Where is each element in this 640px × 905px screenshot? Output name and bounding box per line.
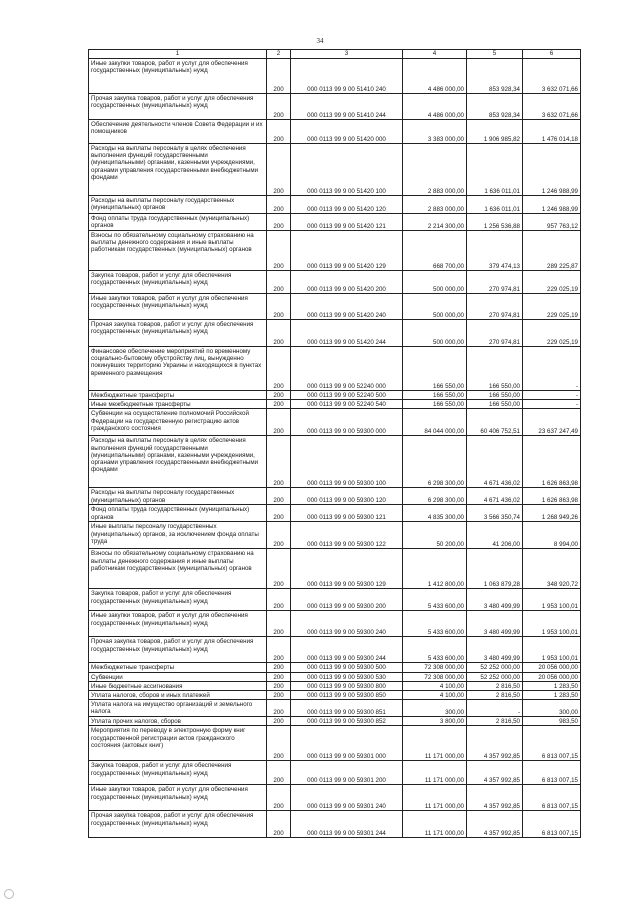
row-executed-cell: 379 474,13 (467, 231, 523, 271)
row-remainder-cell: 1 268 949,26 (523, 505, 581, 522)
row-executed-cell: 2 816,50 (467, 691, 523, 700)
table-row (89, 347, 581, 391)
table-row (89, 320, 581, 347)
row-plan-cell: 5 433 600,00 (403, 589, 467, 611)
row-kbk-cell: 000 0113 99 9 00 59300 122 (291, 522, 403, 549)
row-name-cell: Закупка товаров, работ и услуг для обеспечения государственных (муниципальных) нужд (89, 271, 267, 294)
row-remainder-cell: 1 283,50 (523, 691, 581, 700)
table-row (89, 488, 581, 505)
table-row (89, 691, 581, 700)
table-row (89, 59, 581, 94)
row-executed-cell: 4 357 992,85 (467, 726, 523, 761)
row-code-cell: 200 (267, 637, 291, 663)
row-name-cell: Межбюджетные трансферты (89, 663, 267, 672)
table-row (89, 94, 581, 120)
table-row (89, 761, 581, 785)
table-row (89, 726, 581, 761)
table-row (89, 672, 581, 681)
row-name-cell: Закупка товаров, работ и услуг для обеспечения государственных (муниципальных) нужд (89, 761, 267, 785)
row-code-cell: 200 (267, 811, 291, 838)
row-kbk-cell: 000 0113 99 9 00 59300 851 (291, 700, 403, 717)
table-row (89, 294, 581, 320)
row-code-cell: 200 (267, 681, 291, 690)
table-row (89, 196, 581, 214)
row-plan-cell: 3 383 000,00 (403, 120, 467, 144)
row-name-cell: Закупка товаров, работ и услуг для обеспечения государственных (муниципальных) нужд (89, 589, 267, 611)
row-executed-cell: 2 816,50 (467, 681, 523, 690)
row-kbk-cell: 000 0113 99 9 00 51410 240 (291, 59, 403, 94)
row-code-cell: 200 (267, 726, 291, 761)
row-plan-cell: 4 100,00 (403, 681, 467, 690)
table-row (89, 611, 581, 637)
row-remainder-cell: 1 626 863,98 (523, 436, 581, 488)
row-remainder-cell: 348 920,72 (523, 549, 581, 589)
row-code-cell: 200 (267, 691, 291, 700)
row-name-cell: Мероприятия по переводу в электронную форму книг государственной регистрации актов гражданского состояния (актовых книг) (89, 726, 267, 761)
row-code-cell: 200 (267, 488, 291, 505)
row-plan-cell: 300,00 (403, 700, 467, 717)
row-name-cell: Межбюджетные трансферты (89, 391, 267, 400)
row-kbk-cell: 000 0113 99 9 00 59300 500 (291, 663, 403, 672)
row-remainder-cell: 983,50 (523, 717, 581, 726)
table-row (89, 663, 581, 672)
row-code-cell: 200 (267, 196, 291, 214)
row-plan-cell: 166 550,00 (403, 400, 467, 409)
row-code-cell: 200 (267, 505, 291, 522)
column-header: 2 (267, 50, 291, 59)
row-executed-cell: 4 357 992,85 (467, 785, 523, 811)
row-plan-cell: 5 433 600,00 (403, 637, 467, 663)
row-plan-cell: 668 700,00 (403, 231, 467, 271)
row-name-cell: Расходы на выплаты персоналу государственных (муниципальных) органов (89, 488, 267, 505)
table-row (89, 214, 581, 231)
row-remainder-cell: 1 476 014,18 (523, 120, 581, 144)
column-header: 6 (523, 50, 581, 59)
row-code-cell: 200 (267, 436, 291, 488)
row-plan-cell: 11 171 000,00 (403, 785, 467, 811)
row-code-cell: 200 (267, 120, 291, 144)
row-executed-cell: 52 252 000,00 (467, 672, 523, 681)
row-plan-cell: 11 171 000,00 (403, 726, 467, 761)
row-plan-cell: 500 000,00 (403, 294, 467, 320)
row-plan-cell: 4 486 000,00 (403, 94, 467, 120)
row-kbk-cell: 000 0113 99 9 00 51420 129 (291, 231, 403, 271)
column-header: 5 (467, 50, 523, 59)
row-code-cell: 200 (267, 549, 291, 589)
row-remainder-cell: - (523, 400, 581, 409)
row-plan-cell: 72 308 000,00 (403, 672, 467, 681)
row-name-cell: Расходы на выплаты персоналу государственных (муниципальных) органов (89, 196, 267, 214)
row-kbk-cell: 000 0113 99 9 00 59300 121 (291, 505, 403, 522)
row-remainder-cell: 3 632 071,66 (523, 94, 581, 120)
row-plan-cell: 5 433 600,00 (403, 611, 467, 637)
row-kbk-cell: 000 0113 99 9 00 51410 244 (291, 94, 403, 120)
row-name-cell: Прочая закупка товаров, работ и услуг для обеспечения государственных (муниципальных) нужд (89, 94, 267, 120)
row-code-cell: 200 (267, 294, 291, 320)
row-code-cell: 200 (267, 522, 291, 549)
table-row (89, 120, 581, 144)
table-row (89, 505, 581, 522)
table-row (89, 231, 581, 271)
table-row (89, 271, 581, 294)
row-executed-cell: 1 636 011,01 (467, 196, 523, 214)
row-name-cell: Субвенции на осуществление полномочий Российской Федерации на государственную регистрацию актов гражданского состояния (89, 409, 267, 436)
row-executed-cell: 3 566 350,74 (467, 505, 523, 522)
row-remainder-cell: 289 225,87 (523, 231, 581, 271)
row-remainder-cell: 1 953 100,01 (523, 611, 581, 637)
row-plan-cell: 500 000,00 (403, 271, 467, 294)
row-code-cell: 200 (267, 663, 291, 672)
row-remainder-cell: 229 025,19 (523, 271, 581, 294)
budget-table (88, 49, 581, 838)
row-code-cell: 200 (267, 347, 291, 391)
row-name-cell: Иные бюджетные ассигнования (89, 681, 267, 690)
row-plan-cell: 166 550,00 (403, 391, 467, 400)
row-kbk-cell: 000 0113 99 9 00 59300 852 (291, 717, 403, 726)
table-row (89, 522, 581, 549)
row-executed-cell: 4 671 436,02 (467, 436, 523, 488)
row-executed-cell: 60 406 752,51 (467, 409, 523, 436)
row-code-cell: 200 (267, 589, 291, 611)
row-executed-cell: 41 206,00 (467, 522, 523, 549)
table-row (89, 717, 581, 726)
row-plan-cell: 4 486 000,00 (403, 59, 467, 94)
row-plan-cell: 4 100,00 (403, 691, 467, 700)
row-remainder-cell: 6 813 007,15 (523, 785, 581, 811)
row-name-cell: Иные закупки товаров, работ и услуг для обеспечения государственных (муниципальных) нужд (89, 785, 267, 811)
row-plan-cell: 11 171 000,00 (403, 761, 467, 785)
row-kbk-cell: 000 0113 99 9 00 51420 244 (291, 320, 403, 347)
row-remainder-cell: 957 763,12 (523, 214, 581, 231)
row-code-cell: 200 (267, 785, 291, 811)
row-code-cell: 200 (267, 400, 291, 409)
row-executed-cell: 1 636 011,01 (467, 144, 523, 196)
row-executed-cell: 166 550,00 (467, 391, 523, 400)
row-code-cell: 200 (267, 700, 291, 717)
row-kbk-cell: 000 0113 99 9 00 59300 850 (291, 691, 403, 700)
row-plan-cell: 50 200,00 (403, 522, 467, 549)
row-kbk-cell: 000 0113 99 9 00 51420 200 (291, 271, 403, 294)
row-remainder-cell: - (523, 391, 581, 400)
row-plan-cell: 2 214 300,00 (403, 214, 467, 231)
row-executed-cell: 1 906 985,82 (467, 120, 523, 144)
row-plan-cell: 72 308 000,00 (403, 663, 467, 672)
row-executed-cell: 52 252 000,00 (467, 663, 523, 672)
row-kbk-cell: 000 0113 99 9 00 51420 000 (291, 120, 403, 144)
row-plan-cell: 6 298 300,00 (403, 488, 467, 505)
row-kbk-cell: 000 0113 99 9 00 51420 121 (291, 214, 403, 231)
row-name-cell: Уплата налога на имущество организаций и земельного налога (89, 700, 267, 717)
table-row (89, 144, 581, 196)
column-header: 4 (403, 50, 467, 59)
row-executed-cell: 4 357 992,85 (467, 811, 523, 838)
row-remainder-cell: 20 056 000,00 (523, 672, 581, 681)
row-code-cell: 200 (267, 611, 291, 637)
row-name-cell: Иные выплаты персоналу государственных (муниципальных) органов, за исключением фонда оплаты труда (89, 522, 267, 549)
table-row (89, 549, 581, 589)
table-row (89, 681, 581, 690)
row-plan-cell: 6 298 300,00 (403, 436, 467, 488)
row-remainder-cell: - (523, 347, 581, 391)
row-executed-cell: 3 480 499,99 (467, 611, 523, 637)
table-row (89, 785, 581, 811)
table-row (89, 700, 581, 717)
row-name-cell: Обеспечение деятельности членов Совета Федерации и их помощников (89, 120, 267, 144)
row-kbk-cell: 000 0113 99 9 00 59300 129 (291, 549, 403, 589)
row-code-cell: 200 (267, 672, 291, 681)
row-executed-cell: 270 974,81 (467, 320, 523, 347)
row-name-cell: Уплата прочих налогов, сборов (89, 717, 267, 726)
row-plan-cell: 2 883 000,00 (403, 196, 467, 214)
row-name-cell: Расходы на выплаты персоналу в целях обеспечения выполнения функций государственными (муниципальными) органами, казенными учреждениями, органами управления государственными внебюджетными фондами (89, 436, 267, 488)
row-remainder-cell: 6 813 007,15 (523, 761, 581, 785)
row-name-cell: Иные межбюджетные трансферты (89, 400, 267, 409)
row-remainder-cell: 300,00 (523, 700, 581, 717)
row-name-cell: Иные закупки товаров, работ и услуг для обеспечения государственных (муниципальных) нужд (89, 611, 267, 637)
row-name-cell: Фонд оплаты труда государственных (муниципальных) органов (89, 505, 267, 522)
row-kbk-cell: 000 0113 99 9 00 52240 540 (291, 400, 403, 409)
row-remainder-cell: 1 283,50 (523, 681, 581, 690)
row-plan-cell: 500 000,00 (403, 320, 467, 347)
row-kbk-cell: 000 0113 99 9 00 59300 240 (291, 611, 403, 637)
row-plan-cell: 4 835 300,00 (403, 505, 467, 522)
page-number: 34 (316, 37, 324, 45)
row-code-cell: 200 (267, 409, 291, 436)
row-code-cell: 200 (267, 717, 291, 726)
row-remainder-cell: 6 813 007,15 (523, 811, 581, 838)
row-executed-cell: 166 550,00 (467, 347, 523, 391)
row-name-cell: Иные закупки товаров, работ и услуг для обеспечения государственных (муниципальных) нужд (89, 294, 267, 320)
row-executed-cell: 853 928,34 (467, 94, 523, 120)
row-name-cell: Прочая закупка товаров, работ и услуг для обеспечения государственных (муниципальных) нужд (89, 637, 267, 663)
table-body (89, 59, 581, 838)
row-kbk-cell: 000 0113 99 9 00 59300 244 (291, 637, 403, 663)
row-code-cell: 200 (267, 59, 291, 94)
row-executed-cell: - (467, 700, 523, 717)
row-name-cell: Иные закупки товаров, работ и услуг для обеспечения государственных (муниципальных) нужд (89, 59, 267, 94)
table-row (89, 811, 581, 838)
row-kbk-cell: 000 0113 99 9 00 59300 000 (291, 409, 403, 436)
row-kbk-cell: 000 0113 99 9 00 52240 500 (291, 391, 403, 400)
row-name-cell: Финансовое обеспечение мероприятий по временному социально-бытовому обустройству лиц, вынужденно покинувших территорию Украины и находящихся в пунктах временного размещения (89, 347, 267, 391)
row-code-cell: 200 (267, 94, 291, 120)
table-header-row (89, 50, 581, 59)
row-executed-cell: 270 974,81 (467, 294, 523, 320)
column-header: 3 (291, 50, 403, 59)
row-remainder-cell: 1 953 100,01 (523, 637, 581, 663)
row-name-cell: Прочая закупка товаров, работ и услуг для обеспечения государственных (муниципальных) нужд (89, 811, 267, 838)
row-remainder-cell: 1 953 100,01 (523, 589, 581, 611)
row-code-cell: 200 (267, 144, 291, 196)
column-header: 1 (89, 50, 267, 59)
row-remainder-cell: 229 025,19 (523, 320, 581, 347)
row-code-cell: 200 (267, 271, 291, 294)
row-plan-cell: 11 171 000,00 (403, 811, 467, 838)
row-executed-cell: 270 974,81 (467, 271, 523, 294)
row-executed-cell: 2 816,50 (467, 717, 523, 726)
row-plan-cell: 166 550,00 (403, 347, 467, 391)
row-plan-cell: 1 412 800,00 (403, 549, 467, 589)
row-remainder-cell: 1 246 988,99 (523, 196, 581, 214)
row-plan-cell: 2 883 000,00 (403, 144, 467, 196)
row-kbk-cell: 000 0113 99 9 00 59301 240 (291, 785, 403, 811)
row-remainder-cell: 23 637 247,49 (523, 409, 581, 436)
row-kbk-cell: 000 0113 99 9 00 59301 200 (291, 761, 403, 785)
row-kbk-cell: 000 0113 99 9 00 52240 000 (291, 347, 403, 391)
row-kbk-cell: 000 0113 99 9 00 59301 000 (291, 726, 403, 761)
row-remainder-cell: 6 813 007,15 (523, 726, 581, 761)
table-row (89, 400, 581, 409)
row-kbk-cell: 000 0113 99 9 00 59300 200 (291, 589, 403, 611)
row-code-cell: 200 (267, 761, 291, 785)
row-remainder-cell: 1 626 863,98 (523, 488, 581, 505)
row-remainder-cell: 229 025,19 (523, 294, 581, 320)
row-executed-cell: 1 256 536,88 (467, 214, 523, 231)
row-executed-cell: 1 063 879,28 (467, 549, 523, 589)
table-row (89, 436, 581, 488)
row-remainder-cell: 3 632 071,66 (523, 59, 581, 94)
row-name-cell: Прочая закупка товаров, работ и услуг для обеспечения государственных (муниципальных) нужд (89, 320, 267, 347)
row-name-cell: Взносы по обязательному социальному страхованию на выплаты денежного содержания и иные выплаты работникам государственных (муниципальных) органов (89, 231, 267, 271)
row-kbk-cell: 000 0113 99 9 00 51420 120 (291, 196, 403, 214)
row-code-cell: 200 (267, 214, 291, 231)
row-executed-cell: 853 928,34 (467, 59, 523, 94)
row-remainder-cell: 1 246 988,99 (523, 144, 581, 196)
row-remainder-cell: 8 994,00 (523, 522, 581, 549)
table-row (89, 589, 581, 611)
row-remainder-cell: 20 056 000,00 (523, 663, 581, 672)
table-row (89, 391, 581, 400)
row-kbk-cell: 000 0113 99 9 00 59301 244 (291, 811, 403, 838)
scan-mark-icon (4, 889, 14, 899)
row-code-cell: 200 (267, 231, 291, 271)
row-name-cell: Расходы на выплаты персоналу в целях обеспечения выполнения функций государственными (муниципальными) органами, казенными учреждениями, органами управления государственными внебюджетными фондами (89, 144, 267, 196)
row-executed-cell: 3 480 499,99 (467, 637, 523, 663)
row-kbk-cell: 000 0113 99 9 00 59300 800 (291, 681, 403, 690)
row-kbk-cell: 000 0113 99 9 00 59300 530 (291, 672, 403, 681)
row-plan-cell: 3 800,00 (403, 717, 467, 726)
row-kbk-cell: 000 0113 99 9 00 51420 100 (291, 144, 403, 196)
row-kbk-cell: 000 0113 99 9 00 59300 100 (291, 436, 403, 488)
row-kbk-cell: 000 0113 99 9 00 51420 240 (291, 294, 403, 320)
row-name-cell: Взносы по обязательному социальному страхованию на выплаты денежного содержания и иные выплаты работникам государственных (муниципальных) органов (89, 549, 267, 589)
table-row (89, 409, 581, 436)
row-code-cell: 200 (267, 320, 291, 347)
row-executed-cell: 166 550,00 (467, 400, 523, 409)
row-plan-cell: 84 044 000,00 (403, 409, 467, 436)
row-name-cell: Фонд оплаты труда государственных (муниципальных) органов (89, 214, 267, 231)
row-executed-cell: 4 671 436,02 (467, 488, 523, 505)
row-name-cell: Субвенции (89, 672, 267, 681)
row-executed-cell: 3 480 499,99 (467, 589, 523, 611)
table-row (89, 637, 581, 663)
row-name-cell: Уплата налогов, сборов и иных платежей (89, 691, 267, 700)
row-kbk-cell: 000 0113 99 9 00 59300 120 (291, 488, 403, 505)
row-executed-cell: 4 357 992,85 (467, 761, 523, 785)
row-code-cell: 200 (267, 391, 291, 400)
